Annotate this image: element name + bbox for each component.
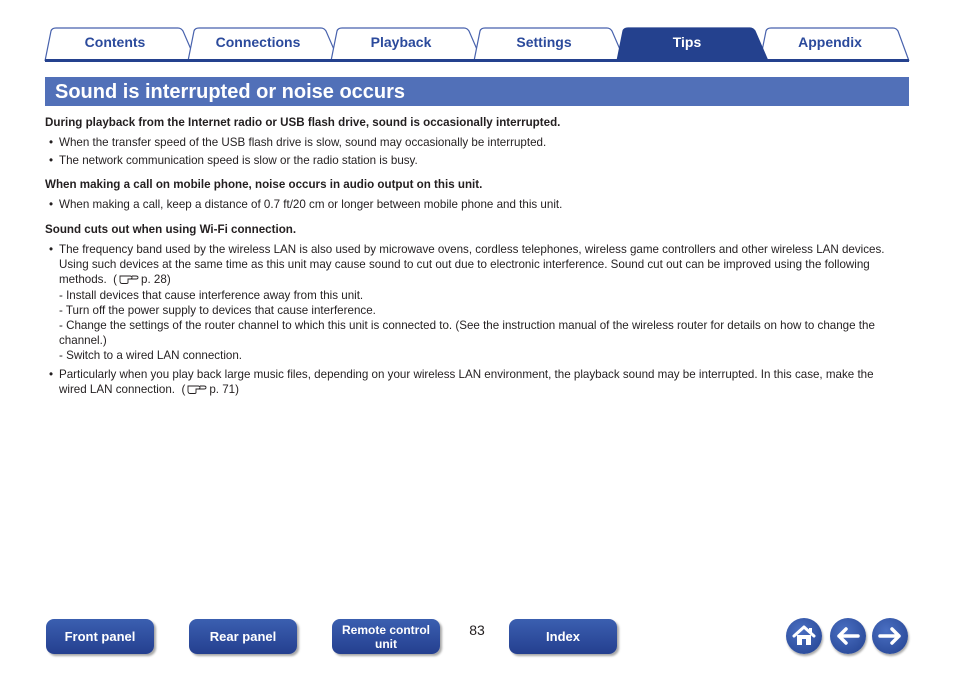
- front-panel-button[interactable]: [46, 619, 154, 654]
- home-button[interactable]: [786, 618, 822, 654]
- chapter-tabs: [0, 0, 954, 64]
- tab-playback[interactable]: Playback: [370, 34, 432, 50]
- title-bar: [45, 77, 909, 106]
- reference-page: p. 71): [209, 383, 239, 397]
- bullet-dot: •: [49, 154, 54, 167]
- bullet-dot: •: [49, 368, 54, 381]
- index-label: Index: [546, 629, 580, 644]
- reference-page: p. 28): [141, 273, 171, 287]
- sub-item: - Change the settings of the router channel to which this unit is connected to. (See the instruction manual of the wireless router for details on how to change the channel.): [59, 319, 875, 348]
- reference-open-paren: (: [181, 383, 186, 397]
- list-item: [45, 153, 895, 168]
- sub-item: - Install devices that cause interference away from this unit.: [59, 288, 364, 302]
- bullet-dot: •: [49, 198, 54, 211]
- list-item-text: The frequency band used by the wireless LAN is also used by microwave ovens, cordless telephones, wireless game controllers and other wireless LAN devices. Using such devices at the same time as this unit may cause sound to cut out due to electronic interference. Sound cut out can be improved using the following methods.: [59, 243, 885, 287]
- bullet-dot: •: [49, 243, 54, 256]
- list-item: [45, 197, 895, 212]
- page-number: 83: [469, 622, 485, 638]
- remote-control-button[interactable]: [332, 619, 440, 654]
- tab-settings[interactable]: Settings: [516, 34, 572, 50]
- tab-connections[interactable]: Connections: [215, 34, 301, 50]
- sub-item: - Switch to a wired LAN connection.: [59, 349, 243, 363]
- tab-appendix[interactable]: Appendix: [798, 34, 862, 50]
- section-heading: When making a call on mobile phone, noise occurs in audio output on this unit.: [45, 178, 483, 191]
- sub-item: - Turn off the power supply to devices that cause interference.: [59, 303, 376, 317]
- list-item: [45, 135, 895, 150]
- list-item-text: The network communication speed is slow or the radio station is busy.: [59, 154, 418, 167]
- index-button[interactable]: [509, 619, 617, 654]
- reference-open-paren: (: [113, 273, 118, 287]
- tab-contents[interactable]: Contents: [84, 34, 146, 50]
- section-heading: During playback from the Internet radio or USB flash drive, sound is occasionally interrupted.: [45, 116, 561, 129]
- remote-control-label: Remote control: [341, 623, 430, 637]
- arrow-left-icon: [830, 618, 866, 654]
- front-panel-label: Front panel: [64, 629, 136, 644]
- pointing-hand-icon: [187, 383, 207, 394]
- back-button[interactable]: [830, 618, 866, 654]
- reference-link[interactable]: [178, 383, 239, 396]
- bullet-dot: •: [49, 136, 54, 149]
- tab-outline: [0, 0, 954, 64]
- forward-button[interactable]: [872, 618, 908, 654]
- remote-control-label-line2: unit: [375, 637, 397, 651]
- rear-panel-button[interactable]: [189, 619, 297, 654]
- reference-link[interactable]: [110, 273, 171, 286]
- list-item-text: When the transfer speed of the USB flash drive is slow, sound may occasionally be interrupted.: [59, 136, 547, 149]
- list-item-text: Particularly when you play back large music files, depending on your wireless LAN environment, the playback sound may be interrupted. In this case, make the wired LAN connection.: [59, 368, 874, 397]
- home-icon: [786, 618, 822, 654]
- list-item: [45, 242, 895, 364]
- list-item-text: When making a call, keep a distance of 0.7 ft/20 cm or longer between mobile phone and this unit.: [59, 198, 563, 211]
- tab-tips[interactable]: Tips: [672, 34, 702, 50]
- section-heading: Sound cuts out when using Wi-Fi connection.: [45, 223, 297, 236]
- rear-panel-label: Rear panel: [209, 629, 277, 644]
- pointing-hand-icon: [119, 273, 139, 284]
- arrow-right-icon: [872, 618, 908, 654]
- list-item: [45, 367, 895, 397]
- page-title: Sound is interrupted or noise occurs: [55, 81, 406, 103]
